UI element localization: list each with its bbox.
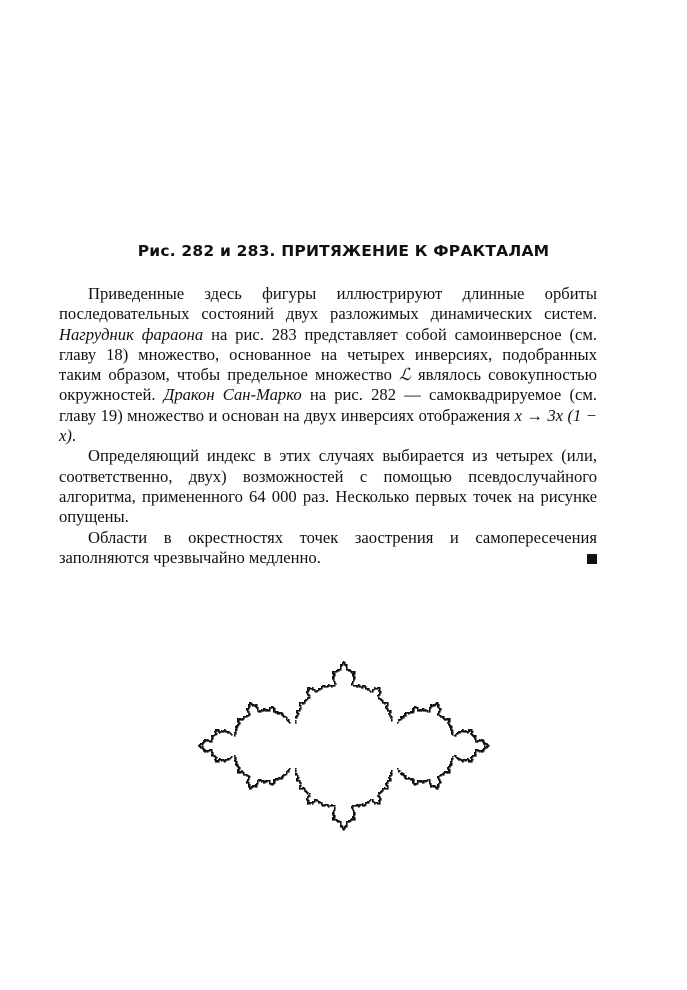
paragraph-3: Области в окрестностях точек заострения и самопересечения заполняются чрезвычайно медленно. [59,527,597,567]
para1-text-b: на рис. 283 представляет собой самоинверсное (см. главу 18) множество, основанное на четырех инверсиях, подобранных таким образом, чтобы предельное множество [59,324,597,385]
fractal-points [198,661,490,831]
map-formula: x → 3x (1 − x) [59,405,597,446]
limit-set-symbol: ℒ [398,365,411,385]
section-heading: Рис. 282 и 283. ПРИТЯЖЕНИЕ К ФРАКТАЛАМ [137,242,550,260]
fractal-orbit-points [198,661,490,831]
term-san-marco-dragon: Дракон Сан-Марко [163,385,302,405]
san-marco-dragon-figure [0,590,687,990]
paragraph-2: Определяющий индекс в этих случаях выбирается из четырех (или, соответственно, двух) возможностей с помощью псевдослучайного алгоритма, примененного 64 000 раз. Несколько первых точек на рисунке опущены. [59,446,597,527]
end-of-section-mark [587,554,597,564]
para1-text-e: . [71,426,77,446]
para1-text-a: Приведенные здесь фигуры иллюстрируют длинные орбиты последовательных состояний двух разложимых динамических систем. [59,284,597,324]
para1-text-d: на рис. 282 — самоквадрируемое (см. главу 19) множество и основан на двух инверсиях отображения [59,385,597,425]
body-text [59,284,597,568]
para1-text-c: являлось совокупностью окружностей. [59,365,597,405]
paragraph-1 [59,284,597,446]
term-pharaoh-breastplate: Нагрудник фараона [59,324,204,344]
